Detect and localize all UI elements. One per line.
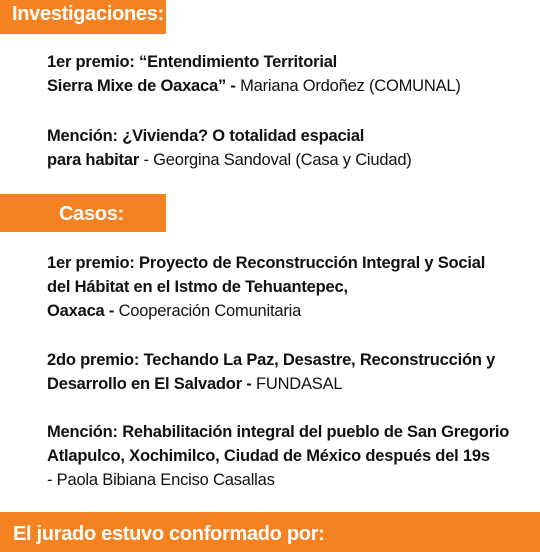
entry-author: FUNDASAL (251, 375, 343, 393)
entry-title: Mención: Rehabilitación integral del pueblo de San Gregorio (47, 423, 510, 441)
entry-title: del Hábitat en el Istmo de Tehuantepec, (47, 278, 348, 296)
entry-author: - Georgina Sandoval (Casa y Ciudad) (139, 151, 412, 169)
entry-title: Oaxaca - (47, 302, 115, 320)
award-entry-casos-2do-premio (47, 348, 532, 396)
entry-title: Desarrollo en El Salvador - (47, 375, 252, 393)
award-entry-casos-mencion (47, 420, 532, 492)
entry-title: Atlapulco, Xochimilco, Ciudad de México después del 19s (47, 447, 490, 465)
section-header-casos: Casos: (0, 194, 166, 232)
award-entry-investigacion-1er-premio (47, 50, 532, 98)
award-entry-casos-1er-premio (47, 251, 532, 323)
entry-title: Sierra Mixe de Oaxaca” - (47, 77, 236, 95)
entry-title: 2do premio: Techando La Paz, Desastre, Reconstrucción y (47, 351, 496, 369)
entry-title: Mención: ¿Vivienda? O totalidad espacial (47, 127, 365, 145)
entry-author: Cooperación Comunitaria (114, 302, 302, 320)
section-header-investigaciones: Investigaciones: (0, 0, 166, 34)
entry-title: para habitar (47, 151, 140, 169)
entry-author: Mariana Ordoñez (COMUNAL) (235, 77, 461, 95)
award-entry-investigacion-mencion (47, 124, 532, 172)
entry-author: - Paola Bibiana Enciso Casallas (47, 471, 275, 489)
entry-title: 1er premio: “Entendimiento Territorial (47, 53, 338, 71)
entry-title: 1er premio: Proyecto de Reconstrucción Integral y Social (47, 254, 486, 272)
section-header-jurado: El jurado estuvo conformado por: (0, 512, 540, 552)
